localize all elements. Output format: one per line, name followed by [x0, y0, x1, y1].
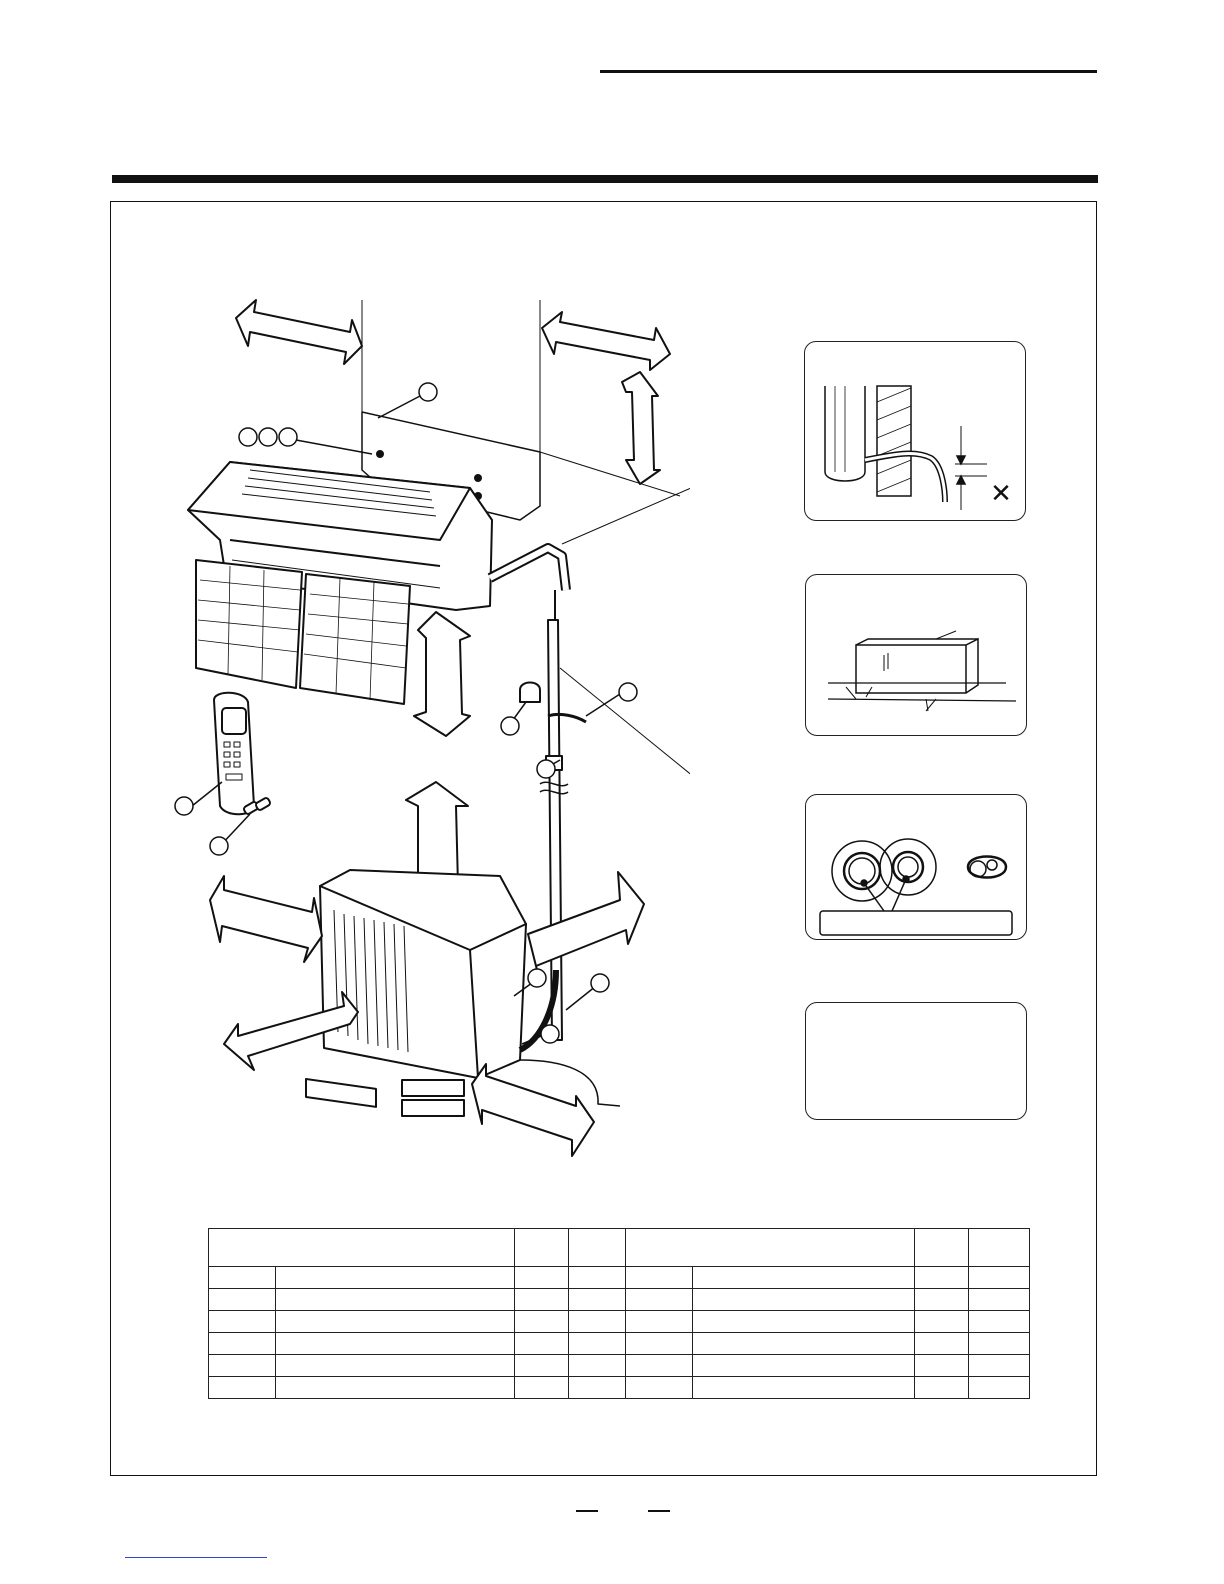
callout-connecting-pipe — [528, 969, 546, 987]
prohibited-mark: ✕ — [990, 479, 1012, 509]
page-number-dash-right — [648, 1510, 670, 1512]
callout-tape — [537, 760, 555, 778]
callout-drain-hose — [591, 974, 609, 992]
header-cell — [626, 1229, 915, 1267]
inset-notes — [805, 1002, 1027, 1120]
table-header-row — [209, 1229, 1030, 1267]
parts-table — [208, 1228, 1030, 1399]
header-cell — [568, 1229, 626, 1267]
callout-insulation — [541, 1025, 559, 1043]
section-rule — [112, 175, 1098, 183]
footer-link[interactable] — [125, 1557, 267, 1558]
header-rule — [600, 70, 1097, 73]
table-row — [209, 1311, 1030, 1333]
table-row — [209, 1377, 1030, 1399]
page-number-dash-left — [576, 1510, 598, 1512]
callout-screw-b — [259, 428, 277, 446]
callout-saddle — [619, 683, 637, 701]
inset-drain-slope — [804, 341, 1026, 521]
installation-diagram — [150, 290, 690, 1170]
header-cell — [514, 1229, 568, 1267]
table-row — [209, 1355, 1030, 1377]
callout-batteries — [210, 837, 228, 855]
header-cell — [209, 1229, 515, 1267]
header-cell — [915, 1229, 969, 1267]
callout-screw-a — [239, 428, 257, 446]
callout-mounting-plate — [419, 383, 437, 401]
callout-screw-c — [279, 428, 297, 446]
header-cell — [969, 1229, 1030, 1267]
callout-pipe-clamp — [501, 717, 519, 735]
inset-level — [805, 574, 1027, 736]
table-row — [209, 1289, 1030, 1311]
table-row — [209, 1267, 1030, 1289]
inset-pipe-insulation — [805, 794, 1027, 940]
table-row — [209, 1333, 1030, 1355]
callout-remote-controller — [175, 797, 193, 815]
